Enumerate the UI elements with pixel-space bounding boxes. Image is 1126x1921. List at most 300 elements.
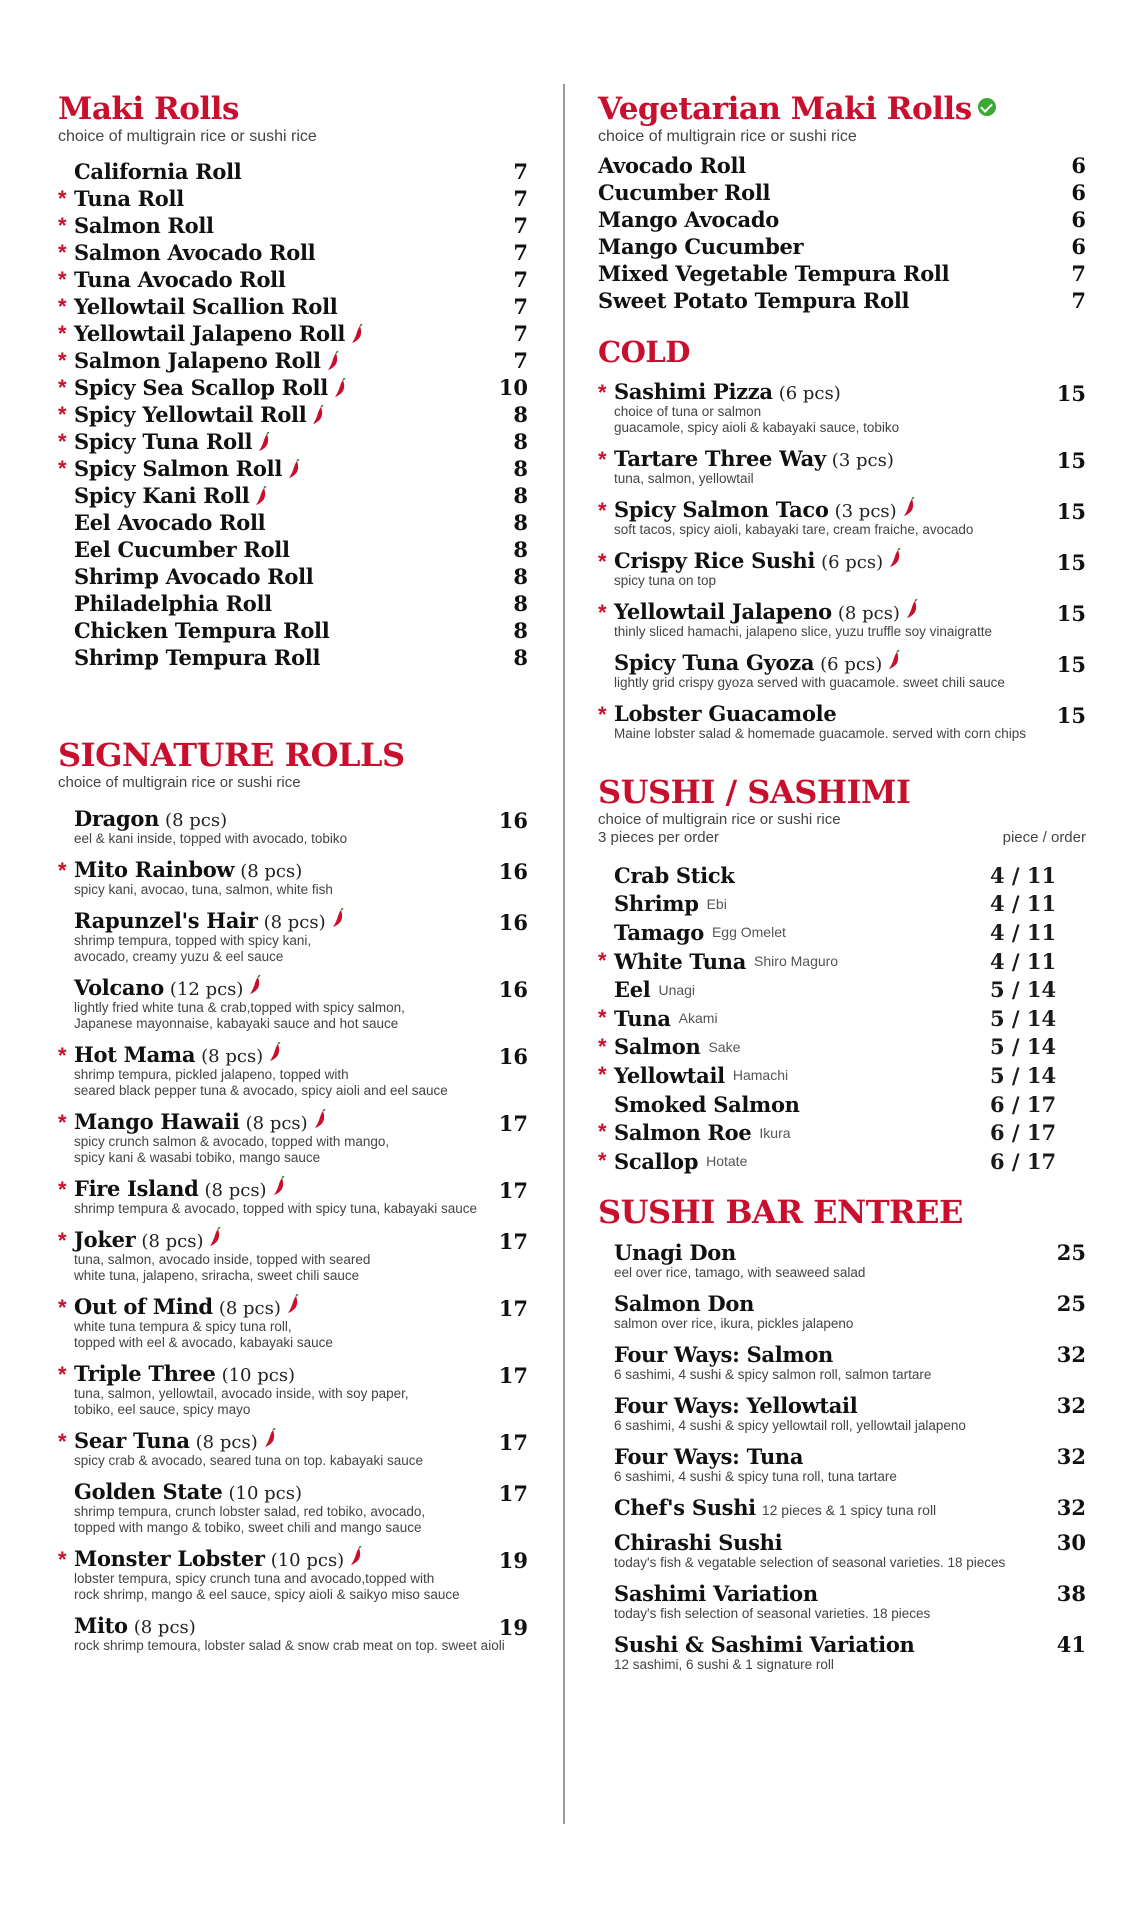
signature-roll-item-description: eel & kani inside, topped with avocado, tobiko <box>74 831 348 846</box>
maki-roll-name: Yellowtail Jalapeno Roll <box>74 321 346 346</box>
sushi-bar-entree-header <box>598 1444 1086 1469</box>
signature-roll-item-name: Volcano <box>74 975 164 1000</box>
signature-star-marker: * <box>58 429 67 454</box>
signature-roll-item-name: Out of Mind <box>74 1294 213 1319</box>
signature-roll-item-header <box>58 1042 542 1067</box>
signature-roll-item-name: Mito Rainbow <box>74 857 235 882</box>
vegetarian-roll-price: 6 <box>1071 153 1086 178</box>
maki-rolls-title: Maki Rolls <box>58 91 239 127</box>
signature-star-marker: * <box>598 1033 607 1059</box>
maki-roll-item <box>58 239 542 266</box>
maki-roll-item <box>58 563 542 590</box>
cold-item-header <box>598 548 1086 573</box>
cold-item-quantity: (6 pcs) <box>778 383 841 404</box>
signature-roll-item-description: white tuna tempura & spicy tuna roll, <box>74 1319 292 1334</box>
sushi-bar-entree-price: 32 <box>1056 1341 1086 1367</box>
maki-rolls-list <box>58 158 542 671</box>
sushi-bar-entree-price: 41 <box>1056 1631 1086 1657</box>
signature-star-marker: * <box>598 447 607 472</box>
signature-roll-item-name: Rapunzel's Hair <box>74 908 258 933</box>
signature-roll-item-name: Joker <box>74 1227 136 1252</box>
maki-rolls-section <box>58 91 542 671</box>
vegetarian-roll-name: Mango Cucumber <box>598 234 804 259</box>
sushi-sashimi-item <box>598 918 1086 947</box>
sushi-bar-entree-description: 12 sashimi, 6 sushi & 1 signature roll <box>614 1656 834 1672</box>
signature-roll-item-description: tuna, salmon, avocado inside, topped with seared <box>74 1252 371 1267</box>
maki-roll-item <box>58 320 542 347</box>
sushi-sashimi-name: Scallop <box>614 1148 699 1174</box>
signature-roll-item-description: spicy kani, avocao, tuna, salmon, white fish <box>74 882 333 897</box>
signature-roll-item-header <box>58 1428 542 1453</box>
signature-roll-item-price: 17 <box>498 1296 528 1321</box>
vegetarian-maki-list <box>598 152 1086 314</box>
cold-item-name: Sashimi Pizza <box>614 379 773 404</box>
signature-roll-item-header <box>58 1109 542 1134</box>
signature-roll-item-quantity: (8 pcs) <box>204 1180 267 1201</box>
vegetarian-roll-name: Sweet Potato Tempura Roll <box>598 288 910 313</box>
signature-roll-item-quantity: (8 pcs) <box>133 1617 196 1638</box>
chili-pepper-icon <box>334 378 346 398</box>
cold-item-price: 15 <box>1056 703 1086 728</box>
signature-roll-item-price: 17 <box>498 1178 528 1203</box>
signature-roll-item-quantity: (8 pcs) <box>195 1432 258 1453</box>
signature-star-marker: * <box>58 294 67 319</box>
sushi-sashimi-pieces-note: 3 pieces per order <box>598 829 719 846</box>
maki-roll-item <box>58 617 542 644</box>
maki-roll-item <box>58 293 542 320</box>
right-column <box>598 91 1086 1683</box>
maki-roll-name: Spicy Salmon Roll <box>74 456 282 481</box>
sushi-bar-entree-item <box>598 1240 1086 1281</box>
cold-item-name: Lobster Guacamole <box>614 701 837 726</box>
cold-item-quantity: (3 pcs) <box>831 450 894 471</box>
sushi-sashimi-price: 6 / 17 <box>990 1120 1057 1146</box>
vegetarian-roll-name: Mixed Vegetable Tempura Roll <box>598 261 950 286</box>
vegetarian-maki-section <box>598 91 1086 314</box>
signature-roll-item <box>58 1227 542 1284</box>
maki-roll-name: Spicy Yellowtail Roll <box>74 402 307 427</box>
maki-roll-price: 8 <box>513 402 528 427</box>
sushi-sashimi-name: Tuna <box>614 1005 671 1031</box>
sushi-bar-entree-name: Chef's Sushi <box>614 1494 756 1520</box>
signature-roll-item-name: Golden State <box>74 1479 223 1504</box>
maki-roll-price: 8 <box>513 510 528 535</box>
signature-roll-item-description: shrimp tempura, topped with spicy kani, <box>74 933 312 948</box>
signature-roll-item <box>58 1546 542 1603</box>
signature-roll-item-description: spicy kani & wasabi tobiko, mango sauce <box>74 1150 321 1165</box>
maki-roll-price: 7 <box>513 240 528 265</box>
signature-roll-item-quantity: (8 pcs) <box>218 1298 281 1319</box>
signature-star-marker: * <box>598 1062 607 1088</box>
vegetarian-maki-subtitle: choice of multigrain rice or sushi rice <box>598 128 857 145</box>
sushi-bar-entree-description: 6 sashimi, 4 sushi & spicy salmon roll, salmon tartare <box>614 1366 932 1382</box>
signature-roll-item-description: rock shrimp, mango & eel sauce, spicy aioli & saikyo miso sauce <box>74 1587 460 1602</box>
maki-roll-price: 7 <box>513 348 528 373</box>
signature-roll-item-description: rock shrimp temoura, lobster salad & snow crab meat on top. sweet aioli <box>74 1638 505 1653</box>
piece-order-header: piece / order <box>1002 829 1086 846</box>
signature-star-marker: * <box>58 321 67 346</box>
maki-roll-name: Spicy Kani Roll <box>74 483 250 508</box>
sushi-sashimi-subtitle: choice of multigrain rice or sushi rice <box>598 811 841 828</box>
signature-rolls-section <box>58 736 542 1654</box>
maki-roll-price: 7 <box>513 159 528 184</box>
signature-roll-item-header <box>58 857 542 882</box>
maki-roll-name: Shrimp Tempura Roll <box>74 645 321 670</box>
cold-item-quantity: (6 pcs) <box>821 552 884 573</box>
sushi-sashimi-title: SUSHI / SASHIMI <box>598 773 911 811</box>
signature-roll-item-quantity: (10 pcs) <box>228 1483 302 1504</box>
signature-roll-item <box>58 975 542 1032</box>
cold-item-header <box>598 446 1086 471</box>
sushi-sashimi-price: 6 / 17 <box>990 1091 1057 1117</box>
sushi-sashimi-japanese-name: Hotate <box>706 1153 748 1170</box>
signature-roll-item-header <box>58 1479 542 1504</box>
signature-star-marker: * <box>58 213 67 238</box>
sushi-bar-entree-header <box>598 1530 1086 1555</box>
maki-roll-price: 8 <box>513 456 528 481</box>
sushi-sashimi-price: 6 / 17 <box>990 1148 1057 1174</box>
sushi-sashimi-price: 4 / 11 <box>990 919 1057 945</box>
sushi-bar-entree-title: SUSHI BAR ENTREE <box>598 1192 963 1231</box>
sushi-sashimi-item <box>598 1033 1086 1062</box>
sushi-sashimi-price: 4 / 11 <box>990 862 1057 888</box>
sushi-bar-entree-header <box>598 1291 1086 1316</box>
maki-roll-price: 10 <box>498 375 528 400</box>
cold-item-description: Maine lobster salad & homemade guacamole. served with corn chips <box>614 726 1026 741</box>
signature-roll-item <box>58 806 542 847</box>
chili-pepper-icon <box>273 1176 285 1196</box>
cold-item-description: lightly grid crispy gyoza served with guacamole. sweet chili sauce <box>614 675 1005 690</box>
signature-roll-item-name: Mango Hawaii <box>74 1109 240 1134</box>
sushi-sashimi-item <box>598 861 1086 890</box>
cold-item-quantity: (3 pcs) <box>834 501 897 522</box>
cold-item <box>598 379 1086 436</box>
sushi-bar-entree-item <box>598 1393 1086 1434</box>
sushi-bar-entree-name: Four Ways: Tuna <box>614 1443 804 1469</box>
signature-star-marker: * <box>58 1547 67 1572</box>
sushi-bar-entree-header <box>598 1495 1086 1520</box>
cold-item-quantity: (6 pcs) <box>820 654 883 675</box>
signature-roll-item-description: lobster tempura, spicy crunch tuna and avocado,topped with <box>74 1571 435 1586</box>
sushi-sashimi-price: 4 / 11 <box>990 948 1057 974</box>
sushi-bar-entree-price: 25 <box>1056 1239 1086 1265</box>
vegetarian-maki-title <box>598 91 1086 127</box>
cold-item-description: thinly sliced hamachi, jalapeno slice, yuzu truffle soy vinaigratte <box>614 624 992 639</box>
cold-item-header <box>598 599 1086 624</box>
maki-roll-price: 8 <box>513 429 528 454</box>
cold-item-quantity: (8 pcs) <box>837 603 900 624</box>
maki-roll-price: 8 <box>513 483 528 508</box>
sushi-bar-entree-price: 32 <box>1056 1494 1086 1520</box>
signature-roll-item-header <box>58 806 542 831</box>
signature-roll-item-quantity: (8 pcs) <box>165 810 228 831</box>
sushi-bar-entree-name: Chirashi Sushi <box>614 1529 783 1555</box>
signature-roll-item-description: shrimp tempura, pickled jalapeno, topped with <box>74 1067 349 1082</box>
signature-roll-item <box>58 1428 542 1469</box>
maki-roll-price: 8 <box>513 591 528 616</box>
signature-roll-item-header <box>58 1546 542 1571</box>
signature-roll-item-description: lightly fried white tuna & crab,topped with spicy salmon, <box>74 1000 405 1015</box>
cold-item <box>598 650 1086 691</box>
maki-roll-price: 8 <box>513 564 528 589</box>
sushi-sashimi-price: 4 / 11 <box>990 891 1057 917</box>
signature-star-marker: * <box>58 1228 67 1253</box>
chili-pepper-icon <box>312 405 324 425</box>
sushi-sashimi-name: Tamago <box>614 919 704 945</box>
sushi-sashimi-header <box>598 829 1086 849</box>
chili-pepper-icon <box>888 650 900 670</box>
signature-star-marker: * <box>58 1429 67 1454</box>
signature-roll-item <box>58 1109 542 1166</box>
cold-item-header <box>598 497 1086 522</box>
signature-roll-item-description: topped with mango & tobiko, sweet chili and mango sauce <box>74 1520 422 1535</box>
maki-roll-item <box>58 266 542 293</box>
cold-item-description: tuna, salmon, yellowtail <box>614 471 754 486</box>
sushi-bar-entree-name: Four Ways: Salmon <box>614 1341 834 1367</box>
signature-roll-item-header <box>58 908 542 933</box>
sushi-bar-entree-item <box>598 1444 1086 1485</box>
sushi-bar-entree-description: salmon over rice, ikura, pickles jalapeno <box>614 1315 854 1331</box>
sushi-sashimi-name: Smoked Salmon <box>614 1091 800 1117</box>
maki-roll-item <box>58 158 542 185</box>
signature-roll-item-price: 19 <box>498 1615 528 1640</box>
cold-item-name: Spicy Salmon Taco <box>614 497 829 522</box>
signature-roll-item-header <box>58 1613 542 1638</box>
sushi-sashimi-japanese-name: Unagi <box>658 981 696 998</box>
maki-roll-item <box>58 455 542 482</box>
chili-pepper-icon <box>350 1546 362 1566</box>
signature-roll-item-description: spicy crunch salmon & avocado, topped with mango, <box>74 1134 390 1149</box>
sushi-sashimi-name: Yellowtail <box>614 1062 725 1088</box>
cold-item-price: 15 <box>1056 652 1086 677</box>
signature-roll-item-price: 16 <box>498 859 528 884</box>
signature-roll-item-description: tuna, salmon, yellowtail, avocado inside, with soy paper, <box>74 1386 409 1401</box>
sushi-sashimi-item <box>598 1090 1086 1119</box>
maki-roll-name: Philadelphia Roll <box>74 591 272 616</box>
signature-roll-item-header <box>58 1361 542 1386</box>
sushi-bar-entree-name: Sushi & Sashimi Variation <box>614 1631 915 1657</box>
cold-item-name: Tartare Three Way <box>614 446 826 471</box>
signature-star-marker: * <box>598 1004 607 1030</box>
vegetarian-roll-item <box>598 179 1086 206</box>
cold-list <box>598 379 1086 742</box>
sushi-bar-entree-description: today's fish selection of seasonal varieties. 18 pieces <box>614 1605 931 1621</box>
cold-item <box>598 548 1086 589</box>
chili-pepper-icon <box>255 486 267 506</box>
sushi-bar-entree-item <box>598 1342 1086 1383</box>
signature-roll-item-price: 16 <box>498 910 528 935</box>
chili-pepper-icon <box>258 432 270 452</box>
sushi-sashimi-item <box>598 890 1086 919</box>
maki-roll-item <box>58 212 542 239</box>
signature-roll-item <box>58 1294 542 1351</box>
maki-rolls-subtitle: choice of multigrain rice or sushi rice <box>58 128 317 145</box>
maki-roll-item <box>58 347 542 374</box>
signature-star-marker: * <box>58 1362 67 1387</box>
vegetarian-roll-name: Mango Avocado <box>598 207 779 232</box>
sushi-sashimi-name: White Tuna <box>614 948 747 974</box>
sushi-sashimi-list <box>598 861 1086 1176</box>
signature-roll-item-name: Fire Island <box>74 1176 199 1201</box>
vegetarian-roll-item <box>598 233 1086 260</box>
vegetarian-roll-price: 6 <box>1071 207 1086 232</box>
sushi-bar-entree-price: 32 <box>1056 1392 1086 1418</box>
cold-item-header <box>598 379 1086 404</box>
vegetarian-roll-item <box>598 206 1086 233</box>
maki-roll-name: Chicken Tempura Roll <box>74 618 330 643</box>
sushi-bar-entree-item <box>598 1530 1086 1571</box>
chili-pepper-icon <box>332 908 344 928</box>
sushi-sashimi-name: Crab Stick <box>614 862 735 888</box>
signature-star-marker: * <box>58 1177 67 1202</box>
sushi-bar-entree-header <box>598 1581 1086 1606</box>
vegetarian-roll-item <box>598 152 1086 179</box>
chili-pepper-icon <box>269 1042 281 1062</box>
maki-roll-item <box>58 428 542 455</box>
sushi-bar-entree-name: Unagi Don <box>614 1239 736 1265</box>
chili-pepper-icon <box>314 1109 326 1129</box>
sushi-sashimi-price: 5 / 14 <box>990 1062 1057 1088</box>
signature-roll-item <box>58 908 542 965</box>
sushi-sashimi-price: 5 / 14 <box>990 1005 1057 1031</box>
sushi-sashimi-japanese-name: Sake <box>708 1038 741 1055</box>
signature-roll-item-price: 19 <box>498 1548 528 1573</box>
sushi-sashimi-japanese-name: Hamachi <box>732 1067 789 1084</box>
maki-roll-item <box>58 185 542 212</box>
signature-roll-item <box>58 1479 542 1536</box>
sushi-bar-entree-name: Four Ways: Yellowtail <box>614 1392 858 1418</box>
maki-roll-item <box>58 590 542 617</box>
sushi-sashimi-japanese-name: Ikura <box>759 1124 791 1141</box>
maki-roll-name: Spicy Sea Scallop Roll <box>74 375 328 400</box>
maki-roll-price: 7 <box>513 213 528 238</box>
cold-item <box>598 446 1086 487</box>
maki-roll-price: 8 <box>513 618 528 643</box>
cold-item-description: soft tacos, spicy aioli, kabayaki tare, cream fraiche, avocado <box>614 522 974 537</box>
signature-roll-item <box>58 1361 542 1418</box>
signature-star-marker: * <box>58 267 67 292</box>
signature-star-marker: * <box>598 600 607 625</box>
sushi-sashimi-item <box>598 1118 1086 1147</box>
sushi-bar-entree-item <box>598 1581 1086 1622</box>
sushi-sashimi-name: Salmon Roe <box>614 1120 752 1146</box>
cold-item <box>598 599 1086 640</box>
signature-star-marker: * <box>58 1043 67 1068</box>
signature-roll-item-name: Dragon <box>74 806 160 831</box>
signature-roll-item-price: 16 <box>498 977 528 1002</box>
signature-rolls-list <box>58 806 542 1654</box>
signature-star-marker: * <box>58 348 67 373</box>
chili-pepper-icon <box>906 599 918 619</box>
chili-pepper-icon <box>351 324 363 344</box>
cold-item-description: choice of tuna or salmon <box>614 404 762 419</box>
signature-star-marker: * <box>58 456 67 481</box>
sushi-sashimi-price: 5 / 14 <box>990 1034 1057 1060</box>
signature-roll-item-header <box>58 1227 542 1252</box>
signature-roll-item-description: shrimp tempura & avocado, topped with spicy tuna, kabayaki sauce <box>74 1201 477 1216</box>
signature-star-marker: * <box>598 702 607 727</box>
signature-roll-item-name: Triple Three <box>74 1361 216 1386</box>
vegetarian-maki-title-text: Vegetarian Maki Rolls <box>598 91 972 127</box>
signature-roll-item-description: Japanese mayonnaise, kabayaki sauce and hot sauce <box>74 1016 399 1031</box>
chili-pepper-icon <box>287 1294 299 1314</box>
signature-roll-item-description: avocado, creamy yuzu & eel sauce <box>74 949 284 964</box>
maki-roll-price: 8 <box>513 645 528 670</box>
signature-roll-item-name: Mito <box>74 1613 128 1638</box>
cold-item-name: Crispy Rice Sushi <box>614 548 816 573</box>
sushi-bar-entree-header <box>598 1240 1086 1265</box>
cold-item <box>598 497 1086 538</box>
sushi-bar-entree-price: 32 <box>1056 1443 1086 1469</box>
signature-roll-item-quantity: (8 pcs) <box>240 861 303 882</box>
maki-roll-price: 8 <box>513 537 528 562</box>
maki-roll-name: Shrimp Avocado Roll <box>74 564 314 589</box>
signature-roll-item-quantity: (8 pcs) <box>141 1231 204 1252</box>
sushi-sashimi-item <box>598 975 1086 1004</box>
sushi-bar-entree-price: 30 <box>1056 1529 1086 1555</box>
maki-roll-price: 7 <box>513 294 528 319</box>
signature-star-marker: * <box>58 240 67 265</box>
signature-roll-item-header <box>58 1176 542 1201</box>
vegetarian-roll-price: 7 <box>1071 288 1086 313</box>
cold-item-description: guacamole, spicy aioli & kabayaki sauce, tobiko <box>614 420 900 435</box>
column-divider <box>563 84 565 1824</box>
sushi-bar-entree-name: Sashimi Variation <box>614 1580 818 1606</box>
signature-roll-item-name: Sear Tuna <box>74 1428 190 1453</box>
maki-roll-name: Eel Avocado Roll <box>74 510 266 535</box>
chili-pepper-icon <box>889 548 901 568</box>
maki-roll-item <box>58 401 542 428</box>
chili-pepper-icon <box>327 351 339 371</box>
sushi-bar-entree-item <box>598 1632 1086 1673</box>
sushi-bar-entree-description: 6 sashimi, 4 sushi & spicy tuna roll, tuna tartare <box>614 1468 897 1484</box>
signature-roll-item <box>58 1176 542 1217</box>
sushi-bar-entree-price: 25 <box>1056 1290 1086 1316</box>
signature-roll-item-name: Hot Mama <box>74 1042 196 1067</box>
cold-item-header <box>598 701 1086 726</box>
signature-roll-item-quantity: (10 pcs) <box>270 1550 345 1571</box>
sushi-bar-entree-header <box>598 1393 1086 1418</box>
maki-roll-name: California Roll <box>74 159 242 184</box>
cold-item <box>598 701 1086 742</box>
signature-roll-item <box>58 1042 542 1099</box>
signature-roll-item-price: 17 <box>498 1229 528 1254</box>
maki-roll-price: 7 <box>513 186 528 211</box>
cold-item-price: 15 <box>1056 499 1086 524</box>
cold-item-price: 15 <box>1056 601 1086 626</box>
signature-roll-item-price: 16 <box>498 1044 528 1069</box>
sushi-bar-entree-list <box>598 1240 1086 1673</box>
signature-roll-item-description: topped with eel & avocado, kabayaki sauce <box>74 1335 333 1350</box>
sushi-sashimi-item <box>598 1004 1086 1033</box>
cold-item-name: Spicy Tuna Gyoza <box>614 650 815 675</box>
signature-roll-item-description: tobiko, eel sauce, spicy mayo <box>74 1402 251 1417</box>
signature-star-marker: * <box>58 1295 67 1320</box>
signature-roll-item-price: 17 <box>498 1363 528 1388</box>
cold-item-price: 15 <box>1056 550 1086 575</box>
vegetarian-check-icon <box>978 98 996 116</box>
cold-item-price: 15 <box>1056 381 1086 406</box>
sushi-sashimi-name: Salmon <box>614 1034 701 1060</box>
maki-roll-name: Tuna Avocado Roll <box>74 267 286 292</box>
signature-roll-item-name: Monster Lobster <box>74 1546 265 1571</box>
cold-section <box>598 335 1086 742</box>
signature-star-marker: * <box>58 186 67 211</box>
vegetarian-roll-item <box>598 260 1086 287</box>
maki-roll-name: Salmon Avocado Roll <box>74 240 316 265</box>
signature-roll-item <box>58 857 542 898</box>
sushi-bar-entree-item <box>598 1495 1086 1520</box>
